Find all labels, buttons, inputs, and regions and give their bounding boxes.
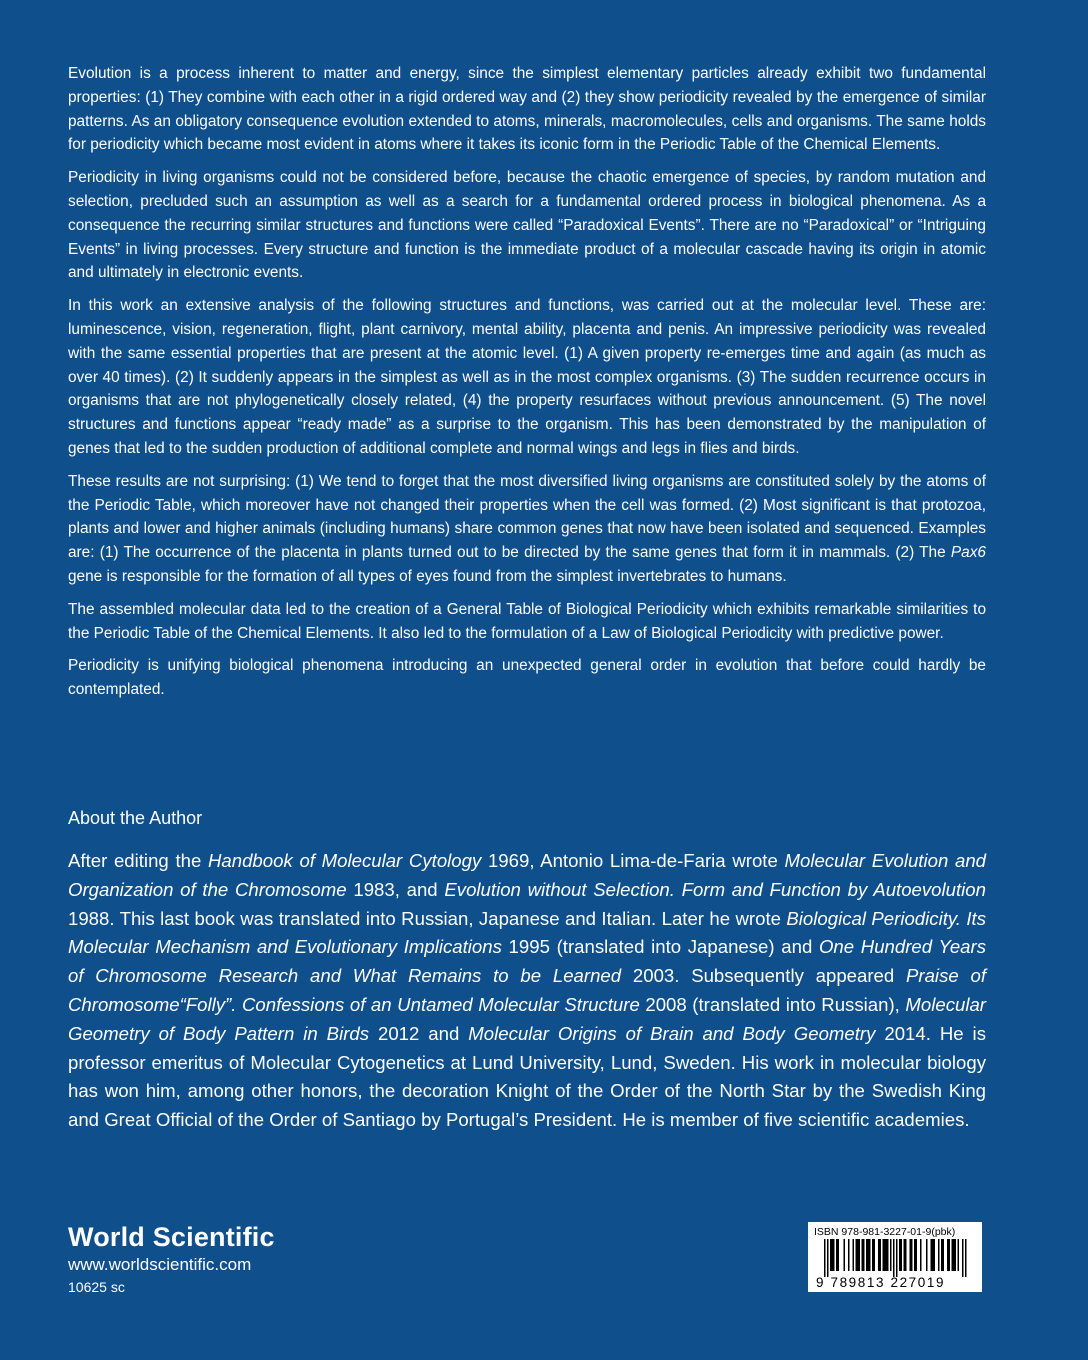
blurb-paragraph-5: The assembled molecular data led to the creation of a General Table of Biological Periodicity which exhibits remarkable similarities to the Periodic Table of the Chemical Elements. It also led to the formulation of a Law of Biological Periodicity with predictive power. <box>68 600 986 642</box>
barcode-bar <box>934 1239 936 1271</box>
barcode-bar <box>943 1239 945 1271</box>
book-title: Handbook of Molecular Cytology <box>207 850 482 871</box>
barcode-bar <box>830 1239 832 1271</box>
book-title: Evolution without Selection. Form and Function by Autoevolution <box>444 878 986 900</box>
bio-text: 2003. Subsequently appeared <box>621 965 906 987</box>
barcode-bar <box>833 1239 835 1271</box>
publisher-url: www.worldscientific.com <box>68 1255 252 1274</box>
barcode-bar <box>824 1239 826 1277</box>
bio-text: 1969, Antonio Lima-de-Faria wrote <box>481 850 785 871</box>
blurb-paragraph-2: Periodicity in living organisms could not be considered before, because the chaotic emergence of species, by random mutation and selection, precluded such an assumption as well as a search for a fundamental ordered process in biological phenomena. As a consequence the recurring similar structures and functions were called “Paradoxical Events”. There are no “Paradoxical” or “Intriguing Events” in living processes. Every structure and function is the immediate product of a molecular cascade having its origin in atomic and ultimately in electronic events. <box>68 169 986 282</box>
isbn-barcode <box>808 1222 982 1292</box>
bio-text: 2008 (translated into Russian), <box>639 993 906 1015</box>
book-title: Molecular Origins of Brain and Body Geometry <box>468 1022 876 1044</box>
barcode-bar <box>905 1239 907 1271</box>
barcode-bar <box>869 1239 871 1271</box>
barcode-bar <box>920 1239 922 1271</box>
bio-text: After editing the <box>68 850 208 871</box>
barcode-bar <box>949 1239 951 1271</box>
barcode-bar <box>958 1239 960 1271</box>
barcode-bar <box>899 1239 901 1271</box>
book-title: Molecular Geometry of Body Pattern in Birds <box>68 993 986 1044</box>
book-title: One Hundred Years of Chromosome Research and What Remains to be Learned <box>68 936 986 987</box>
barcode-bar <box>901 1239 903 1271</box>
barcode-bar <box>952 1239 954 1271</box>
book-title: Molecular Evolution and Organization of the Chromosome <box>68 850 986 900</box>
barcode-bar <box>896 1239 898 1277</box>
barcode-bar <box>880 1239 882 1271</box>
bio-text: 2014. He is professor emeritus of Molecular Cytogenetics at Lund University, Lund, Sweden. His work in molecular biology has won him, among other honors, the decoration Knight of the Order of the North Star by the Swedish King and Great Official of the Order of Santiago by Portugal’s President. He is member of five scientific academies. <box>68 1022 986 1131</box>
barcode-bar <box>965 1239 967 1277</box>
barcode-bar <box>962 1239 964 1277</box>
back-cover-blurb <box>68 62 986 711</box>
barcode-bar <box>859 1239 861 1271</box>
barcode-bar <box>857 1239 859 1271</box>
barcode-bar <box>832 1239 834 1271</box>
bio-text: 2012 and <box>369 1022 469 1044</box>
isbn-label: ISBN 978-981-3227-01-9(pbk) <box>814 1226 956 1238</box>
blurb-paragraph-6: Periodicity is unifying biological phenomena introducing an unexpected general order in evolution that before could hardly be contemplated. <box>68 657 986 699</box>
publisher-logo-name: World Scientific <box>68 1222 275 1252</box>
barcode-bar <box>838 1239 840 1271</box>
barcode-bar <box>836 1239 838 1271</box>
publisher-block <box>68 1220 275 1298</box>
blurb-paragraph-1: Evolution is a process inherent to matter and energy, since the simplest elementary particles already exhibit two fundamental properties: (1) They combine with each other in a rigid ordered way and (2) they show periodicity revealed by the emergence of similar patterns. As an obligatory consequence evolution extended to atoms, minerals, macromolecules, cells and organisms. The same holds for periodicity which became most evident in atoms where it takes its iconic form in the Periodic Table of the Chemical Elements. <box>68 65 986 154</box>
barcode-bar <box>938 1239 940 1271</box>
barcode-bar <box>887 1239 889 1271</box>
barcode-bar <box>926 1239 928 1271</box>
barcode-bar <box>844 1239 846 1271</box>
blurb-paragraph-4 <box>68 470 986 589</box>
blurb-p4-text-a: These results are not surprising: (1) We tend to forget that the most diversified living organisms are constituted solely by the atoms of the Periodic Table, which moreover have not changed their properties when the cell was formed. (2) Most significant is that protozoa, plants and lower and higher animals (including humans) share common genes that now have been isolated and sequenced. Examples are: (1) The occurrence of the placenta in plants turned out to be directed by the same genes that form it in mammals. (2) The <box>68 472 986 562</box>
blurb-paragraph-3: In this work an extensive analysis of the following structures and functions, was carried out at the molecular level. These are: luminescence, vision, regeneration, flight, plant carnivory, mental ability, placenta and penis. An impressive periodicity was revealed with the same essential properties that are present at the atomic level. (1) A given property re-emerges time and again (as much as over 40 times). (2) It suddenly appears in the simplest as well as in the most complex organisms. (3) The sudden recurrence occurs in organisms that are not phylogenetically closely related, (4) the property resurfaces without previous announcement. (5) The novel structures and functions appear “ready made” as a surprise to the organism. This has been demonstrated by the manipulation of genes that led to the sudden production of additional complete and normal wings and legs in flies and birds. <box>68 297 986 457</box>
barcode-bar <box>872 1239 874 1271</box>
barcode-bar <box>853 1239 855 1271</box>
book-title: Biological Periodicity. Its Molecular Mechanism and Evolutionary Implications <box>68 907 986 958</box>
barcode-bar <box>910 1239 912 1271</box>
about-author-heading: About the Author <box>68 808 203 828</box>
barcode-bar <box>874 1239 876 1271</box>
bio-text: 1983, and <box>346 878 445 900</box>
barcode-bar <box>893 1239 895 1277</box>
barcode-bar <box>931 1239 933 1271</box>
bio-text: 1995 (translated into Japanese) and <box>501 936 819 958</box>
barcode-bar <box>886 1239 888 1271</box>
barcode-bar <box>914 1239 916 1271</box>
barcode-bar <box>884 1239 886 1271</box>
barcode-bar <box>941 1239 943 1271</box>
barcode-bar <box>883 1239 885 1271</box>
bio-text: 1988. This last book was translated into Russian, Japanese and Italian. Later he wrote <box>68 907 787 929</box>
barcode-bar <box>856 1239 858 1271</box>
barcode-bar <box>932 1239 934 1271</box>
barcode-bars <box>814 1239 974 1277</box>
barcode-bar <box>862 1239 864 1271</box>
book-title: Praise of Chromosome“Folly”. Confessions of an Untamed Molecular Structure <box>68 965 986 1015</box>
barcode-bar <box>863 1239 865 1271</box>
product-code: 10625 sc <box>68 1279 125 1295</box>
barcode-bar <box>911 1239 913 1271</box>
barcode-bar <box>953 1239 955 1271</box>
author-bio <box>68 847 986 1135</box>
barcode-bar <box>890 1239 892 1271</box>
barcode-bar <box>868 1239 870 1271</box>
barcode-bar <box>916 1239 918 1271</box>
barcode-bar <box>947 1239 949 1271</box>
gene-name: Pax6 <box>950 544 986 562</box>
barcode-digits: 9 789813 227019 <box>816 1275 946 1290</box>
barcode-bar <box>866 1239 868 1271</box>
barcode-bar <box>904 1239 906 1271</box>
blurb-p4-text-b: gene is responsible for the formation of all types of eyes found from the simplest invertebrates to humans. <box>68 567 787 585</box>
barcode-bar <box>878 1239 880 1271</box>
barcode-bar <box>955 1239 957 1271</box>
barcode-bar <box>827 1239 829 1277</box>
barcode-bar <box>848 1239 850 1271</box>
